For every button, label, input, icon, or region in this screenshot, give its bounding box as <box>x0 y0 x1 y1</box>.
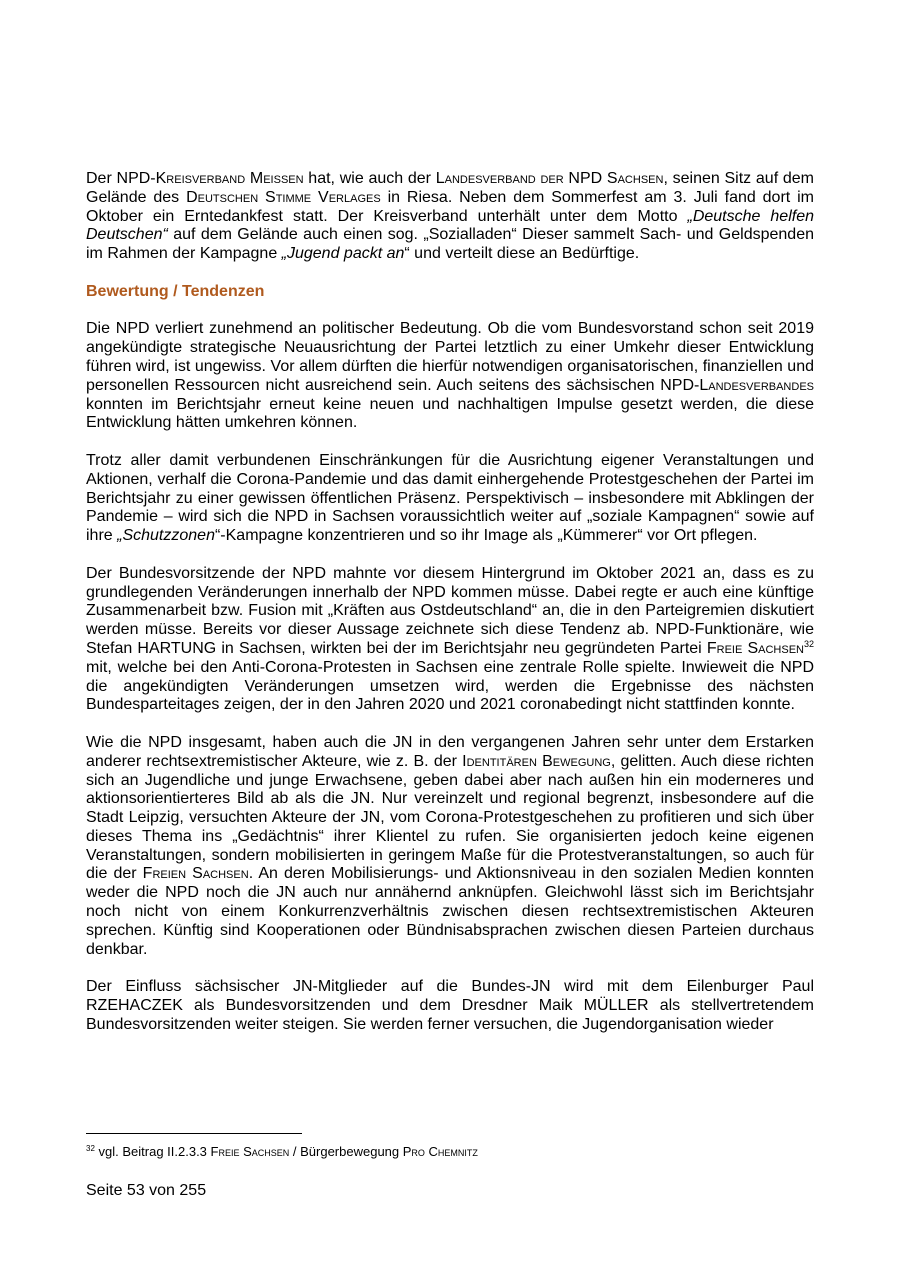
paragraph-jn <box>86 734 814 960</box>
spacer <box>86 959 814 978</box>
text-run: / Bürgerbewegung <box>289 1144 403 1159</box>
page-number: Seite 53 von 255 <box>86 1182 207 1199</box>
campaign-name: „Jugend packt an <box>281 245 405 263</box>
text-run: hat, wie auch der <box>303 170 436 187</box>
spacer <box>86 546 814 565</box>
org-name: Deutschen Stimme Verlages <box>186 188 381 206</box>
paragraph-bundesvorsitzende <box>86 565 814 715</box>
text-run: Der NPD- <box>86 170 156 187</box>
text-run: Die NPD verliert zunehmend an politischer Bedeutung. Ob die vom Bundesvorstand schon seit 2019 angekündigte strategische Neuausrichtung der Partei letztlich zu einer Umkehr dieser Entwicklung führen wird, ist ungewiss. Vor allem dürften die hierfür notwendigen organisatorischen, finanziellen und personellen Ressourcen nicht ausreichend sein. Auch seitens des sächsischen NPD- <box>86 320 814 394</box>
paragraph-kreisverband <box>86 170 814 264</box>
org-name: Freie Sachsen <box>210 1144 290 1159</box>
paragraph-einschraenkungen <box>86 452 814 546</box>
text-run: konnten im Berichtsjahr erneut keine neuen und nachhaltigen Impulse gesetzt werden, die diese Entwicklung hätten umkehren können. <box>86 395 814 432</box>
footnote <box>86 1144 478 1160</box>
spacer <box>86 264 814 283</box>
text-run: , seinen Sitz auf dem Gelände des <box>86 170 814 206</box>
text-run: in Riesa. Neben dem Sommerfest am 3. Juli fand dort im Oktober ein Erntedankfest statt. Der Kreisverband unterhält unter dem Motto <box>86 188 815 225</box>
org-name: Pro Chemnitz <box>402 1144 478 1159</box>
org-name: Freie Sachsen <box>706 639 804 657</box>
footnote-reference[interactable]: 32 <box>803 638 814 649</box>
text-run: mit, welche bei den Anti-Corona-Protesten in Sachsen eine zentrale Rolle spielte. Inwieweit die NPD die angekündigten Veränderungen umsetzen wird, werden die Ergebnisse des nächsten Bundesparteitages zeigen, der in den Jahren 2020 und 2021 coronabedingt nicht stattfinden konnte. <box>86 658 814 714</box>
paragraph-bedeutung <box>86 320 814 433</box>
text-run: vgl. Beitrag II.2.3.3 <box>94 1144 211 1159</box>
text-run: Wie die NPD insgesamt, haben auch die JN in den vergangenen Jahren sehr unter dem Erstarken anderer rechtsextremistischer Akteure, wie z. B. der <box>86 733 814 770</box>
text-run: , gelitten. Auch diese richten sich an Jugendliche und junge Erwachsene, geben dabei aber nach außen hin ein moderneres und aktionsorientierteres Bild ab als die JN. Nur vereinzelt und regional begrenzt, insbesondere auf die Stadt Leipzig, versuchten Akteure der JN, vom Corona-Protestgeschehen zu profitieren und sich über dieses Thema ins „Gedächtnis“ ihrer Klientel zu rufen. Sie organisierten jedoch keine eigenen Veranstaltungen, sondern mobilisierten in geringem Maße für die Protestveranstaltungen, so auch für die der <box>86 752 815 883</box>
footnote-number: 32 <box>86 1144 95 1153</box>
section-heading: Bewertung / Tendenzen <box>86 282 265 300</box>
paragraph-einfluss <box>86 978 814 1034</box>
org-name: Freien Sachsen <box>142 865 249 883</box>
spacer <box>86 302 814 321</box>
spacer <box>86 433 814 452</box>
text-run: auf dem Gelände auch einen sog. „Sozialladen“ Dieser sammelt Sach- und Geldspenden im Rahmen der Kampagne <box>86 226 814 263</box>
motto: „Deutsche helfen Deutschen“ <box>86 207 814 244</box>
text-run: Trotz aller damit verbundenen Einschränkungen für die Ausrichtung eigener Veranstaltungen und Aktionen, verhalf die Corona-Pandemie und das damit einhergehende Protestgeschehen der Partei im Berichtsjahr zu einer gewissen öffentlichen Präsenz. Perspektivisch – insbesondere mit Abklingen der Pandemie – wird sich die NPD in Sachsen voraussichtlich weiter auf „soziale Kampagnen“ sowie auf ihre <box>86 451 814 545</box>
text-run: “ und verteilt diese an Bedürftige. <box>404 245 640 263</box>
text-run: . An deren Mobilisierungs- und Aktionsniveau in den sozialen Medien konnten weder die NPD noch die JN auch nur annähernd anknüpfen. Gleichwohl lässt sich im Berichtsjahr noch nicht von einem Konkurrenzverhältnis zwischen diesen rechtsextremistischen Akteuren sprechen. Künftig sind Kooperationen oder Bündnisabsprachen zwischen diesen Parteien durchaus denkbar. <box>86 865 814 958</box>
text-run: Der Bundesvorsitzende der NPD mahnte vor diesem Hintergrund im Oktober 2021 an, dass es zu grundlegenden Veränderungen innerhalb der NPD kommen müsse. Dabei regte er auch eine künftige Zusammenarbeit bzw. Fusion mit „Kräften aus Ostdeutschland“ an, die in den Parteigremien diskutiert werden müsse. Bereits vor dieser Aussage zeichnete sich diese Tendenz ab. NPD-Funktionäre, wie Stefan HARTUNG in Sachsen, wirkten bei der im Berichtsjahr neu gegründeten Partei <box>86 564 814 657</box>
text-run: Der Einfluss sächsischer JN-Mitglieder auf die Bundes-JN wird mit dem Eilenburger Paul RZEHACZEK als Bundesvorsitzenden und dem Dresdner Maik MÜLLER als stellvertretendem Bundesvorsitzenden weiter steigen. Sie werden ferner versuchen, die Jugendorganisation wieder <box>86 978 814 1033</box>
text-run: NPD <box>563 170 607 187</box>
text-run: “-Kampagne konzentrieren und so ihr Image als „Kümmerer“ vor Ort pflegen. <box>214 527 758 545</box>
org-name: Landesverband der <box>435 170 564 187</box>
spacer <box>86 715 814 734</box>
page-body <box>86 170 814 1035</box>
org-name: Kreisverband Meißen <box>155 170 304 187</box>
org-name: Landesverbandes <box>699 376 814 394</box>
campaign-name: „Schutzzonen <box>117 527 215 545</box>
org-name: Sachsen <box>606 170 664 187</box>
org-name: Identitären Bewegung <box>462 752 611 770</box>
footnote-divider <box>86 1133 302 1134</box>
